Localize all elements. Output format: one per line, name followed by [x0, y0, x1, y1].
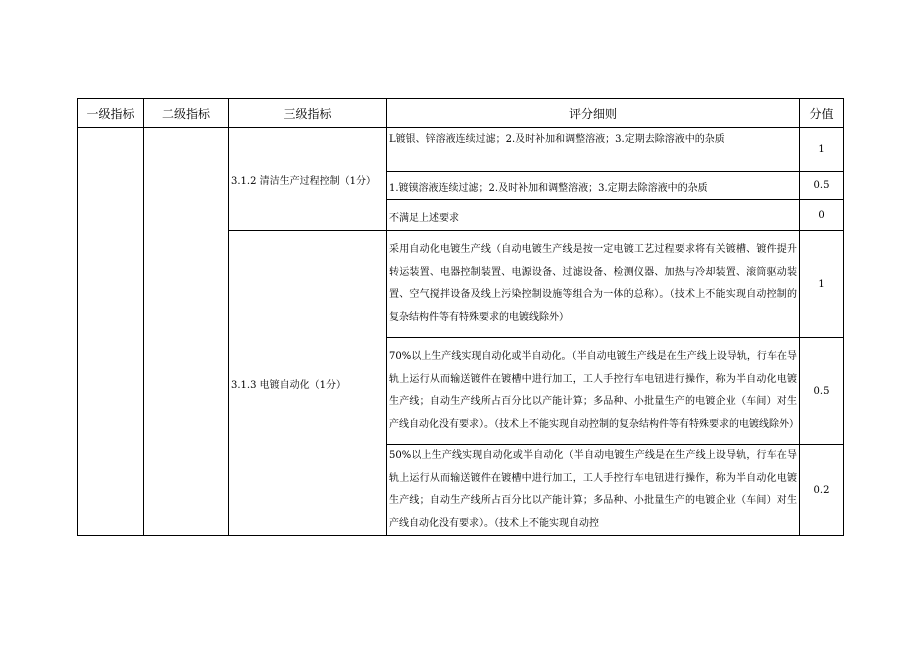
rule-cell: 70%以上生产线实现自动化或半自动化。（半自动电镀生产线是在生产线上设导轨，行车在导轨上运行从而输送镀件在镀槽中进行加工，工人手控行车电钮进行操作，称为半自动化电镀生产线；自动生产线所占百分比以产能计算；多品种、小批量生产的电镀企业（车间）对生产线自动化没有要求）。（技术上不能实现自动控制的复杂结构件等有特殊要求的电镀线除外）: [387, 338, 800, 445]
level3-cell: 3.1.2 清洁生产过程控制（1分）: [229, 128, 387, 231]
rule-cell: L镀银、锌溶液连续过滤；2.及时补加和调整溶液；3.定期去除溶液中的杂质: [387, 128, 800, 172]
header-rules: 评分细则: [387, 99, 800, 128]
score-cell: 1: [800, 231, 844, 338]
rule-cell: 50%以上生产线实现自动化或半自动化（半自动电镀生产线是在生产线上设导轨，行车在导轨上运行从而输送镀件在镀槽中进行加工，工人手控行车电钮进行操作，称为半自动化电镀生产线；自动生产线所占百分比以产能计算；多品种、小批量生产的电镀企业（车间）对生产线自动化没有要求）。（技术上不能实现自动控: [387, 445, 800, 536]
level3-cell: 3.1.3 电镀自动化（1分）: [229, 231, 387, 536]
header-level3: 三级指标: [229, 99, 387, 128]
header-score: 分值: [800, 99, 844, 128]
rule-cell: 采用自动化电镀生产线（自动电镀生产线是按一定电镀工艺过程要求将有关镀槽、镀件提升转运装置、电器控制装置、电源设备、过滤设备、检测仪器、加热与冷却装置、滚筒驱动装置、空气搅拌设备及线上污染控制设施等组合为一体的总称）。（技术上不能实现自动控制的复杂结构件等有特殊要求的电镀线除外）: [387, 231, 800, 338]
level1-cell: [78, 128, 144, 536]
table-row: [78, 128, 844, 172]
scoring-table: [77, 98, 844, 536]
level2-cell: [144, 128, 229, 536]
score-cell: 0: [800, 200, 844, 231]
score-cell: 0.2: [800, 445, 844, 536]
score-cell: 1: [800, 128, 844, 172]
header-level1: 一级指标: [78, 99, 144, 128]
score-cell: 0.5: [800, 338, 844, 445]
rule-cell: 1.镀镆溶液连续过滤；2.及时补加和调整溶液；3.定期去除溶液中的杂质: [387, 172, 800, 200]
score-cell: 0.5: [800, 172, 844, 200]
rule-cell: 不满足上述要求: [387, 200, 800, 231]
header-row: [78, 99, 844, 128]
header-level2: 二级指标: [144, 99, 229, 128]
